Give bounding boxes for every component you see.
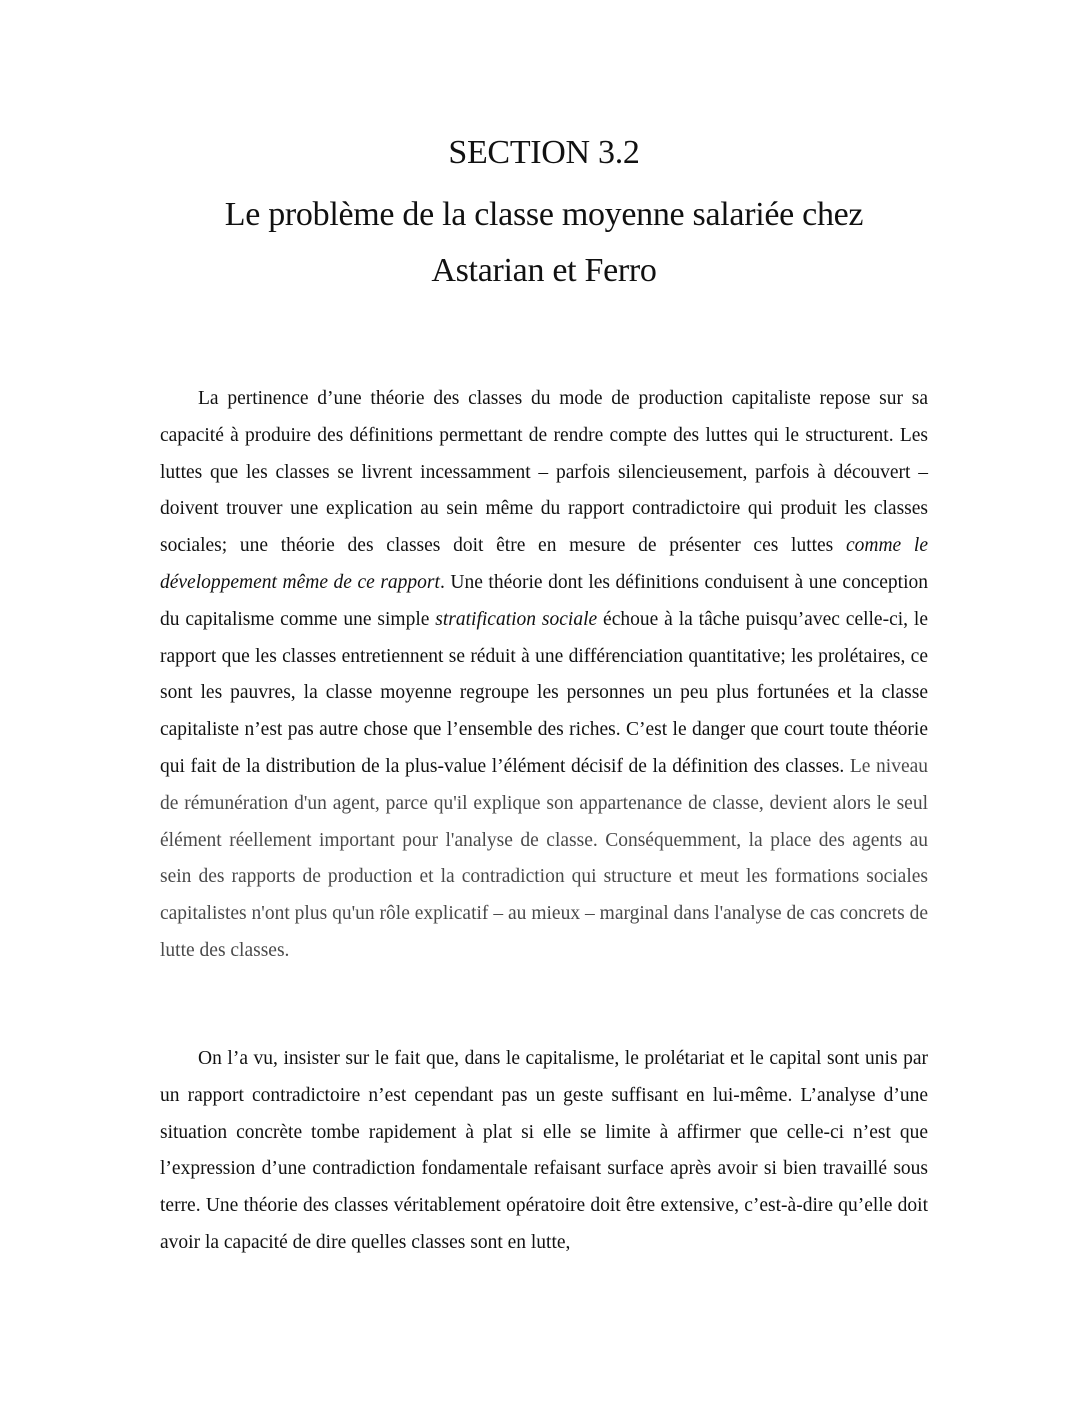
paragraph-1-emphasis-1: comme le développement même de ce rapport [160, 535, 928, 593]
paragraph-1-part-3: échoue à la tâche puisqu’avec celle-ci, le rapport que les classes entretiennent se réduit à une différenciation quantitative; les prolétaires, ce sont les pauvres, la classe moyenne regroupe les personnes un peu plus fortunées et la classe capitaliste n’est pas autre chose que l’ensemble des riches. C’est le danger que court toute théorie qui fait de la distribution de la plus-value l’élément décisif de la définition des classes. [160, 608, 928, 777]
section-title-line-1: Le problème de la classe moyenne salariée chez [224, 196, 864, 233]
section-title-line-2: Astarian et Ferro [431, 252, 657, 289]
paragraph-2: On l’a vu, insister sur le fait que, dans le capitalisme, le prolétariat et le capital sont unis par un rapport contradictoire n’est cependant pas un geste suffisant en lui-même. L’analyse d’une situation concrète tombe rapidement à plat si elle se limite à affirmer que celle-ci n’est que l’expression d’une contradiction fondamentale refaisant surface après avoir si bien travaillé sous terre. Une théorie des classes véritablement opératoire doit être extensive, c’est-à-dire qu’elle doit avoir la capacité de dire quelles classes sont en lutte, [160, 1048, 928, 1253]
paragraph-1 [160, 381, 928, 970]
paragraph-1-part-2: . Une théorie dont les définitions conduisent à une conception du capitalisme comme une simple [160, 571, 928, 630]
paragraph-1-part-1: La pertinence d’une théorie des classes du mode de production capitaliste repose sur sa capacité à produire des définitions permettant de rendre compte des luttes qui le structurent. Les luttes que les classes se livrent incessamment – parfois silencieusement, parfois à découvert – doivent trouver une explication au sein même du rapport contradictoire qui produit les classes sociales; une théorie des classes doit être en mesure de présenter ces luttes [160, 388, 928, 557]
paragraph-1-emphasis-2: stratification sociale [435, 608, 598, 630]
paragraph-1-grey-passage: Le niveau de rémunération d'un agent, parce qu'il explique son appartenance de classe, devient alors le seul élément réellement important pour l'analyse de classe. Conséquemment, la place des agents au sein des rapports de production et la contradiction qui structure et meut les formations sociales capitalistes n'ont plus qu'un rôle explicatif – au mieux – marginal dans l'analyse de cas concrets de lutte des classes. [160, 755, 928, 961]
section-number: SECTION 3.2 [448, 134, 640, 171]
